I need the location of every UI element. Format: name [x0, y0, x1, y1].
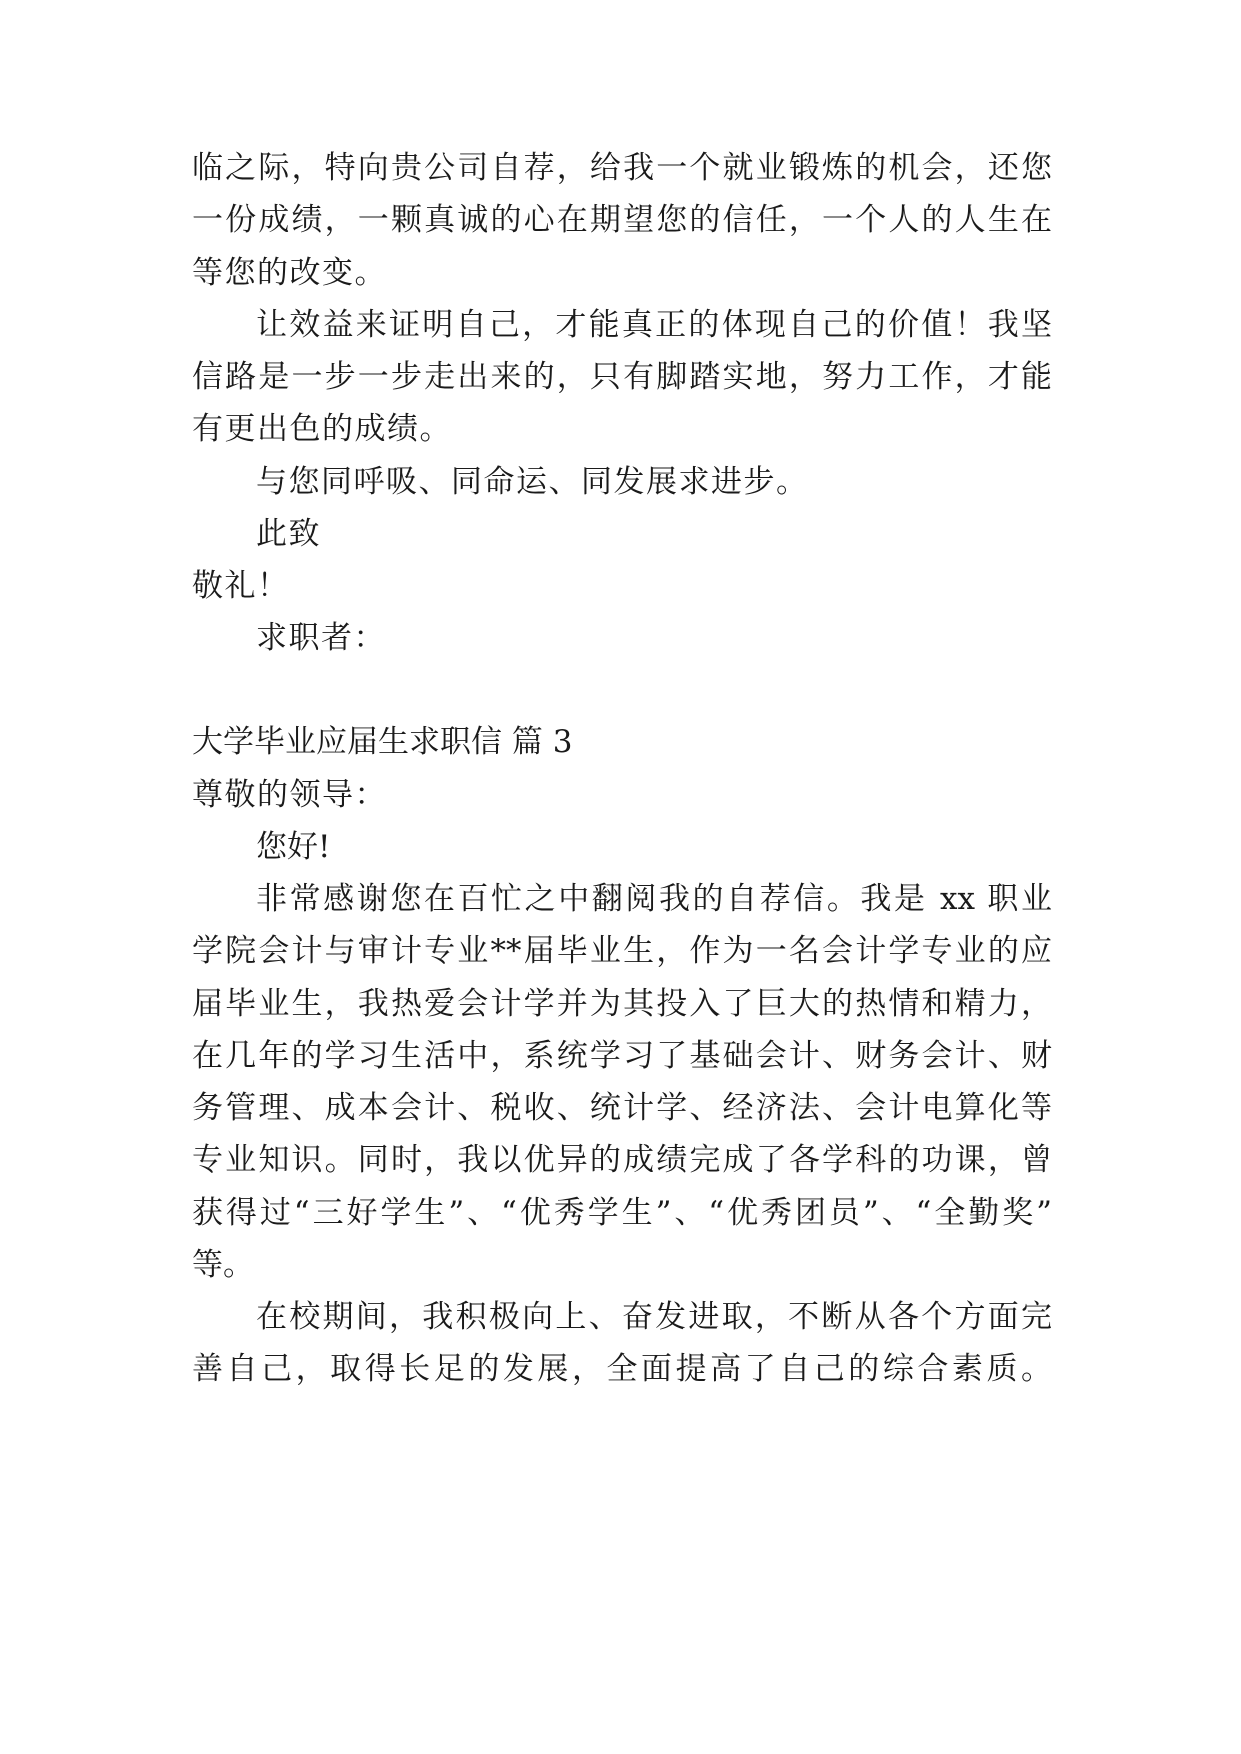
- signature-label: 求职者：: [256, 620, 386, 656]
- paragraph-line: 信路是一步一步走出来的，只有脚踏实地，努力工作，才能: [192, 359, 1052, 395]
- paragraph-line: 让效益来证明自己，才能真正的体现自己的价值！我坚: [256, 307, 1052, 343]
- paragraph-line: 在几年的学习生活中，系统学习了基础会计、财务会计、财: [192, 1038, 1052, 1074]
- paragraph-line: 一份成绩，一颗真诚的心在期望您的信任，一个人的人生在: [192, 202, 1052, 238]
- paragraph-line: 务管理、成本会计、税收、统计学、经济法、会计电算化等: [192, 1090, 1052, 1126]
- paragraph-line: 等。: [192, 1247, 254, 1283]
- paragraph-line: 临之际，特向贵公司自荐，给我一个就业锻炼的机会，还您: [192, 150, 1052, 186]
- paragraph-line: 学院会计与审计专业**届毕业生，作为一名会计学专业的应: [192, 933, 1052, 969]
- paragraph-line: 有更出色的成绩。: [192, 411, 452, 447]
- paragraph-line: 非常感谢您在百忙之中翻阅我的自荐信。我是 xx 职业: [256, 881, 1052, 917]
- letter-greeting: 您好!: [256, 829, 331, 865]
- closing-salutation: 此致: [256, 516, 321, 552]
- section-heading: 大学毕业应届生求职信 篇 3: [192, 724, 573, 760]
- paragraph-line: 获得过“三好学生”、“优秀学生”、“优秀团员”、“全勤奖”: [192, 1195, 1052, 1231]
- paragraph-line: 与您同呼吸、同命运、同发展求进步。: [256, 464, 809, 500]
- closing-regards: 敬礼！: [192, 568, 290, 604]
- paragraph-line: 专业知识。同时，我以优异的成绩完成了各学科的功课，曾: [192, 1142, 1052, 1178]
- paragraph-line: 等您的改变。: [192, 255, 387, 291]
- paragraph-line: 善自己，取得长足的发展，全面提高了自己的综合素质。: [192, 1351, 1052, 1387]
- letter-salutation: 尊敬的领导：: [192, 777, 387, 813]
- paragraph-line: 在校期间，我积极向上、奋发进取，不断从各个方面完: [256, 1299, 1052, 1335]
- paragraph-line: 届毕业生，我热爱会计学并为其投入了巨大的热情和精力，: [192, 986, 1052, 1022]
